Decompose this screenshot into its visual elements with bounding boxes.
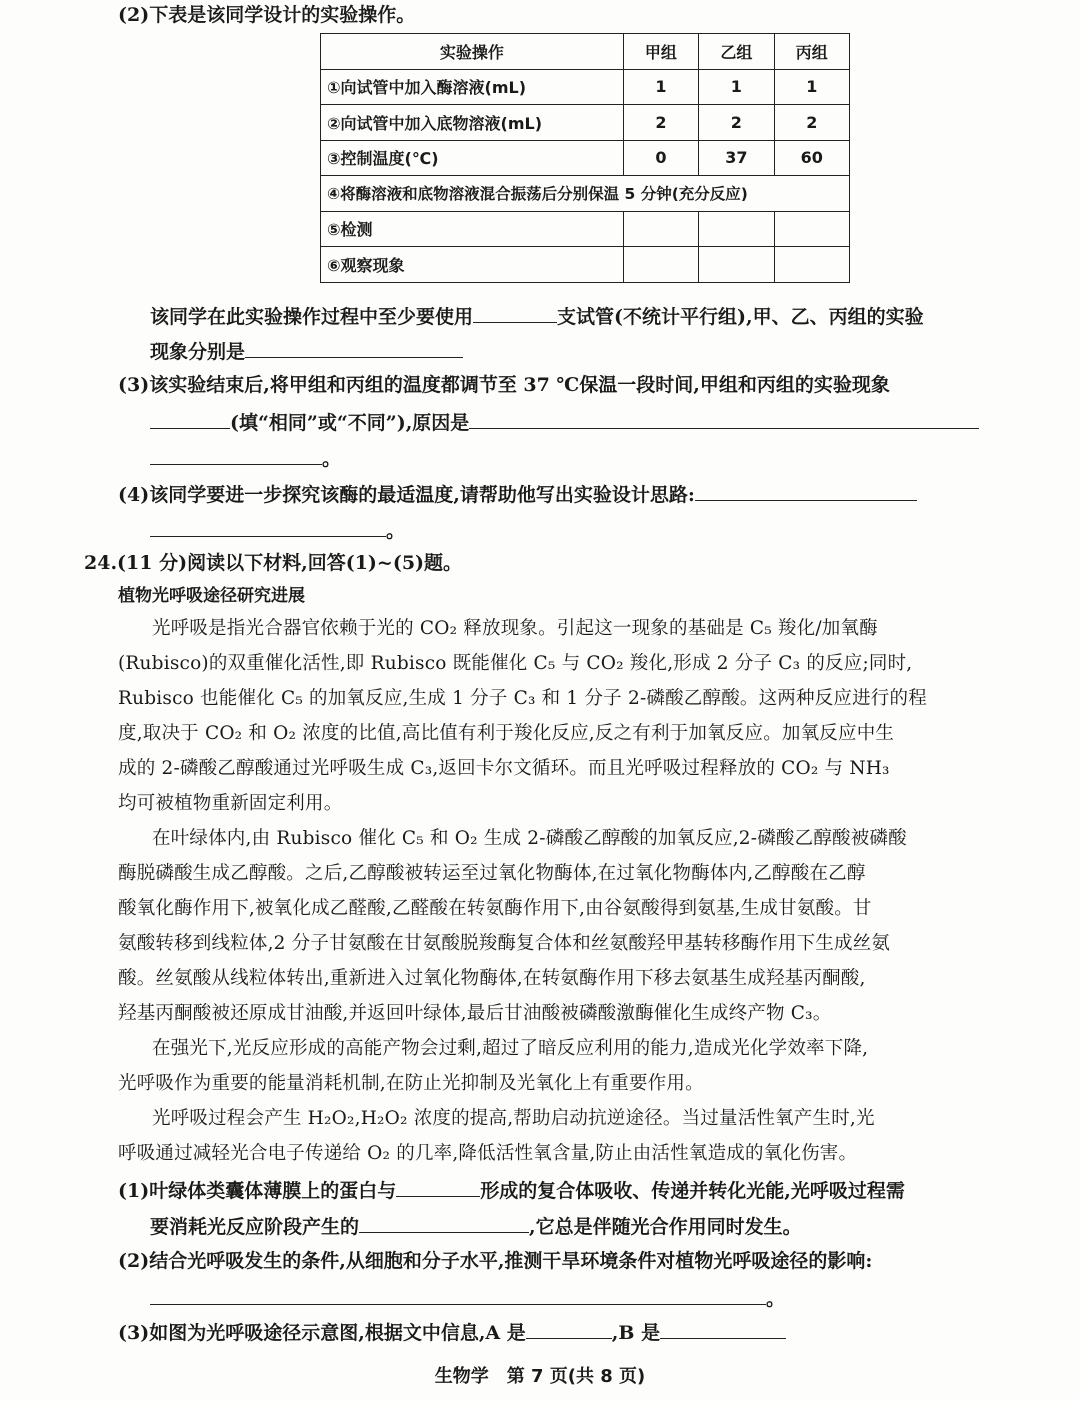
article-line: 度,取决于 CO₂ 和 O₂ 浓度的比值,高比值有利于羧化反应,反之有利于加氧反应。加氧反应中生 bbox=[118, 723, 895, 744]
article-line: 成的 2-磷酸乙醇酸通过光呼吸生成 C₃,返回卡尔文循环。而且光呼吸过程释放的 CO₂ 与 NH₃ bbox=[118, 758, 890, 779]
article-line: 光呼吸是指光合器官依赖于光的 CO₂ 释放现象。引起这一现象的基础是 C₅ 羧化/加氧酶 bbox=[152, 618, 878, 639]
table-cell: 1 bbox=[699, 69, 774, 105]
table-cell-op: ②向试管中加入底物溶液(mL) bbox=[321, 105, 624, 141]
table-cell-empty bbox=[699, 247, 774, 283]
table-header-row bbox=[321, 34, 850, 70]
table-header-group-c: 丙组 bbox=[774, 34, 849, 70]
question-text: ,它总是伴随光合作用同时发生。 bbox=[529, 1216, 802, 1238]
q24-part2-line2 bbox=[150, 1284, 785, 1312]
q24-article-title: 植物光呼吸途径研究进展 bbox=[118, 586, 305, 606]
table-header-group-b: 乙组 bbox=[699, 34, 774, 70]
q24-part1-line1 bbox=[118, 1176, 905, 1204]
answer-blank[interactable] bbox=[150, 1284, 766, 1305]
table-row bbox=[321, 140, 850, 176]
article-line: 酸氧化酶作用下,被氧化成乙醛酸,乙醛酸在转氨酶作用下,由谷氨酸得到氨基,生成甘氨酸。甘 bbox=[118, 898, 872, 919]
q23-part3-line3 bbox=[150, 444, 341, 472]
article-line: 光呼吸过程会产生 H₂O₂,H₂O₂ 浓度的提高,帮助启动抗逆途径。当过量活性氧产生时,光 bbox=[152, 1108, 875, 1129]
table-cell-empty bbox=[623, 247, 698, 283]
article-line: 在叶绿体内,由 Rubisco 催化 C₅ 和 O₂ 生成 2-磷酸乙醇酸的加氧反应,2-磷酸乙醇酸被磷酸 bbox=[152, 828, 907, 849]
table-header-group-a: 甲组 bbox=[623, 34, 698, 70]
article-line: 酸。丝氨酸从线粒体转出,重新进入过氧化物酶体,在转氨酶作用下移去氨基生成羟基丙酮酸, bbox=[118, 968, 866, 989]
page-footer: 生物学 第 7 页(共 8 页) bbox=[434, 1366, 646, 1387]
article-line: 在强光下,光反应形成的高能产物会过剩,超过了暗反应利用的能力,造成光化学效率下降, bbox=[152, 1038, 869, 1059]
answer-blank[interactable] bbox=[245, 337, 463, 358]
table-row bbox=[321, 69, 850, 105]
table-row bbox=[321, 176, 850, 212]
question-text: 支试管(不统计平行组),甲、乙、丙组的实验 bbox=[557, 306, 924, 328]
article-line: 酶脱磷酸生成乙醇酸。之后,乙醇酸被转运至过氧化物酶体,在过氧化物酶体内,乙醇酸在乙醇 bbox=[118, 863, 866, 884]
question-text: 该同学在此实验操作过程中至少要使用 bbox=[150, 306, 474, 328]
article-line: (Rubisco)的双重催化活性,即 Rubisco 既能催化 C₅ 与 CO₂ 羧化,形成 2 分子 C₃ 的反应;同时, bbox=[118, 653, 913, 674]
table-cell: 1 bbox=[623, 69, 698, 105]
table-cell: 2 bbox=[699, 105, 774, 141]
q23-part3-line2 bbox=[150, 408, 979, 436]
answer-blank[interactable] bbox=[150, 408, 230, 429]
table-cell-op: ⑥观察现象 bbox=[321, 247, 624, 283]
q23-part3-line1: (3)该实验结束后,将甲组和丙组的温度都调节至 37 ℃保温一段时间,甲组和丙组的实验现象 bbox=[118, 374, 890, 396]
question-text: 形成的复合体吸收、传递并转化光能,光呼吸过程需 bbox=[480, 1180, 905, 1202]
table-header-op: 实验操作 bbox=[321, 34, 624, 70]
q24-heading: 24.(11 分)阅读以下材料,回答(1)~(5)题。 bbox=[84, 552, 463, 574]
table-cell: 1 bbox=[774, 69, 849, 105]
question-text: 。 bbox=[386, 520, 406, 542]
answer-blank[interactable] bbox=[695, 480, 917, 501]
table-cell-empty bbox=[774, 211, 849, 247]
answer-blank[interactable] bbox=[359, 1212, 529, 1233]
table-cell-op: ①向试管中加入酶溶液(mL) bbox=[321, 69, 624, 105]
table-cell: 2 bbox=[774, 105, 849, 141]
table-cell-empty bbox=[774, 247, 849, 283]
question-text: (3)如图为光呼吸途径示意图,根据文中信息,A 是 bbox=[118, 1322, 526, 1344]
answer-blank[interactable] bbox=[150, 444, 322, 465]
q24-part2-line1: (2)结合光呼吸发生的条件,从细胞和分子水平,推测干旱环境条件对植物光呼吸途径的影响: bbox=[118, 1250, 873, 1272]
question-text: (1)叶绿体类囊体薄膜上的蛋白与 bbox=[118, 1180, 397, 1202]
question-text: 要消耗光反应阶段产生的 bbox=[150, 1216, 360, 1238]
answer-blank[interactable] bbox=[473, 302, 557, 323]
article-line: Rubisco 也能催化 C₅ 的加氧反应,生成 1 分子 C₃ 和 1 分子 2-磷酸乙醇酸。这两种反应进行的程 bbox=[118, 688, 927, 709]
q24-part1-line2 bbox=[150, 1212, 802, 1240]
q23-part2-question-line1 bbox=[150, 302, 924, 330]
question-text: 现象分别是 bbox=[150, 341, 246, 363]
table-cell-op: ③控制温度(℃) bbox=[321, 140, 624, 176]
q23-part2-question-line2 bbox=[150, 337, 463, 365]
table-row bbox=[321, 247, 850, 283]
answer-blank[interactable] bbox=[469, 408, 979, 429]
question-text: 。 bbox=[766, 1288, 786, 1310]
table-cell: 60 bbox=[774, 140, 849, 176]
answer-blank[interactable] bbox=[526, 1318, 612, 1339]
table-cell-empty bbox=[699, 211, 774, 247]
answer-blank[interactable] bbox=[396, 1176, 480, 1197]
table-cell-op-merged: ④将酶溶液和底物溶液混合振荡后分别保温 5 分钟(充分反应) bbox=[321, 176, 850, 212]
question-text: (填“相同”或“不同”),原因是 bbox=[230, 412, 470, 434]
answer-blank[interactable] bbox=[150, 516, 386, 537]
article-line: 呼吸通过减轻光合电子传递给 O₂ 的几率,降低活性氧含量,防止由活性氧造成的氧化伤害。 bbox=[118, 1143, 858, 1164]
table-cell-op: ⑤检测 bbox=[321, 211, 624, 247]
table-row bbox=[321, 211, 850, 247]
article-line: 均可被植物重新固定利用。 bbox=[118, 793, 343, 814]
table-cell-empty bbox=[623, 211, 698, 247]
table-cell: 37 bbox=[699, 140, 774, 176]
question-text: ,B 是 bbox=[611, 1322, 661, 1344]
question-text: 。 bbox=[322, 448, 342, 470]
question-text: (4)该同学要进一步探究该酶的最适温度,请帮助他写出实验设计思路: bbox=[118, 484, 695, 506]
experiment-table bbox=[320, 33, 850, 283]
table-cell: 2 bbox=[623, 105, 698, 141]
q23-part4-line1 bbox=[118, 480, 917, 508]
article-line: 光呼吸作为重要的能量消耗机制,在防止光抑制及光氧化上有重要作用。 bbox=[118, 1073, 704, 1094]
q24-part3-line1 bbox=[118, 1318, 786, 1346]
article-line: 羟基丙酮酸被还原成甘油酸,并返回叶绿体,最后甘油酸被磷酸激酶催化生成终产物 C₃。 bbox=[118, 1003, 832, 1024]
table-row bbox=[321, 105, 850, 141]
article-line: 氨酸转移到线粒体,2 分子甘氨酸在甘氨酸脱羧酶复合体和丝氨酸羟甲基转移酶作用下生成丝氨 bbox=[118, 933, 891, 954]
answer-blank[interactable] bbox=[660, 1318, 786, 1339]
q23-part4-line2 bbox=[150, 516, 405, 544]
table-cell: 0 bbox=[623, 140, 698, 176]
q23-part2-intro: (2)下表是该同学设计的实验操作。 bbox=[118, 4, 416, 26]
